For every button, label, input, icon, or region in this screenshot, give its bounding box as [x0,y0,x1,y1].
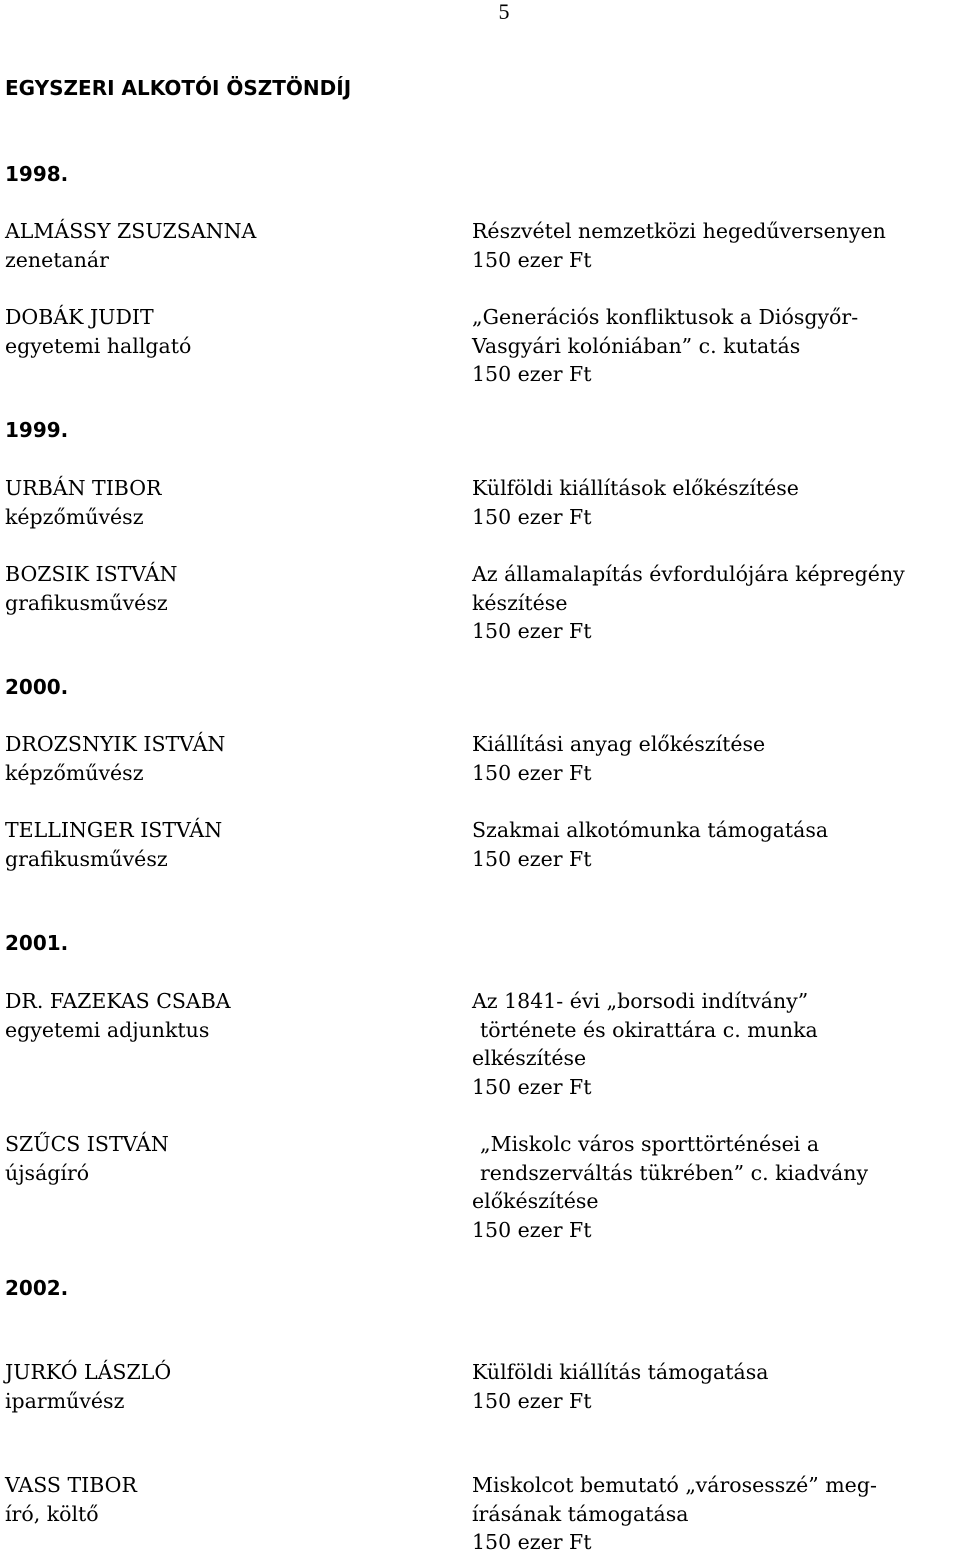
recipient-name: SZŰCS ISTVÁN [5,1132,169,1156]
grant-urban [472,474,799,531]
grant-amount: 150 ezer Ft [472,504,592,529]
recipient-almassy [5,217,256,274]
grant-amount: 150 ezer Ft [472,619,592,643]
recipient-fazekas [5,987,231,1044]
recipient-name: TELLINGER ISTVÁN [5,818,223,842]
recipient-role: grafikusművész [5,590,168,615]
grant-description-line: Vasgyári kolóniában” c. kutatás [472,333,801,358]
recipient-role: képzőművész [5,504,144,529]
recipient-dobak [5,303,191,360]
grant-amount: 150 ezer Ft [472,760,592,785]
recipient-name: JURKÓ LÁSZLÓ [5,1360,172,1384]
grant-fazekas [472,987,818,1101]
recipient-urban [5,474,162,531]
grant-dobak [472,303,858,389]
recipient-drozsnyik [5,730,225,787]
recipient-name: BOZSIK ISTVÁN [5,562,178,586]
grant-almassy [472,217,886,274]
grant-vass [472,1471,877,1557]
grant-amount: 150 ezer Ft [472,362,592,386]
grant-description-line: előkészítése [472,1189,599,1213]
grant-amount: 150 ezer Ft [472,846,592,871]
grant-description-line: Kiállítási anyag előkészítése [472,732,766,756]
recipient-name: DOBÁK JUDIT [5,305,154,329]
grant-amount: 150 ezer Ft [472,1530,592,1554]
grant-description-line: Az államalapítás évfordulójára képregény [472,562,905,586]
grant-description-line: készítése [472,590,568,615]
recipient-role: egyetemi adjunktus [5,1017,210,1042]
recipient-tellinger [5,816,222,873]
grant-description-line: Szakmai alkotómunka támogatása [472,818,829,842]
grant-description-line: Részvétel nemzetközi hegedűversenyen [472,219,886,243]
year-heading-1998: 1998. [5,162,69,186]
recipient-name: ALMÁSSY ZSUZSANNA [5,219,257,243]
recipient-name: DROZSNYIK ISTVÁN [5,732,226,756]
recipient-role: grafikusművész [5,846,168,871]
recipient-szucs [5,1130,169,1187]
grant-bozsik [472,560,905,646]
page-number: 5 [498,0,510,24]
recipient-bozsik [5,560,177,617]
year-heading-2001: 2001. [5,931,69,955]
recipient-jurko [5,1358,171,1415]
recipient-vass [5,1471,137,1528]
grant-amount: 150 ezer Ft [472,1388,592,1413]
grant-description-line: rendszerváltás tükrében” c. kiadvány [480,1160,869,1185]
recipient-role: zenetanár [5,247,109,272]
recipient-role: iparművész [5,1388,125,1413]
grant-description-line: „Generációs konfliktusok a Diósgyőr- [472,305,859,329]
grant-amount: 150 ezer Ft [472,247,592,272]
recipient-name: VASS TIBOR [5,1473,137,1497]
recipient-role: újságíró [5,1160,90,1185]
grant-description-line: Külföldi kiállítás támogatása [472,1360,769,1384]
grant-tellinger [472,816,828,873]
grant-szucs [472,1130,868,1244]
document-title: EGYSZERI ALKOTÓI ÖSZTÖNDÍJ [5,76,352,100]
grant-description-line: története és okirattára c. munka [480,1017,818,1042]
grant-drozsnyik [472,730,765,787]
grant-description-line: Külföldi kiállítások előkészítése [472,476,799,500]
recipient-role: egyetemi hallgató [5,333,192,358]
recipient-role: író, költő [5,1501,99,1526]
recipient-name: URBÁN TIBOR [5,476,162,500]
recipient-role: képzőművész [5,760,144,785]
grant-amount: 150 ezer Ft [472,1217,592,1242]
recipient-name: DR. FAZEKAS CSABA [5,989,231,1013]
grant-jurko [472,1358,768,1415]
grant-description-line: elkészítése [472,1046,587,1070]
grant-description-line: írásának támogatása [472,1501,689,1526]
grant-description-line: Az 1841- évi „borsodi indítvány” [472,989,809,1013]
year-heading-2000: 2000. [5,675,69,699]
grant-amount: 150 ezer Ft [472,1074,592,1099]
grant-description-line: „Miskolc város sporttörténései a [480,1132,820,1156]
year-heading-2002: 2002. [5,1276,69,1300]
year-heading-1999: 1999. [5,418,69,442]
grant-description-line: Miskolcot bemutató „városesszé” meg- [472,1473,877,1497]
